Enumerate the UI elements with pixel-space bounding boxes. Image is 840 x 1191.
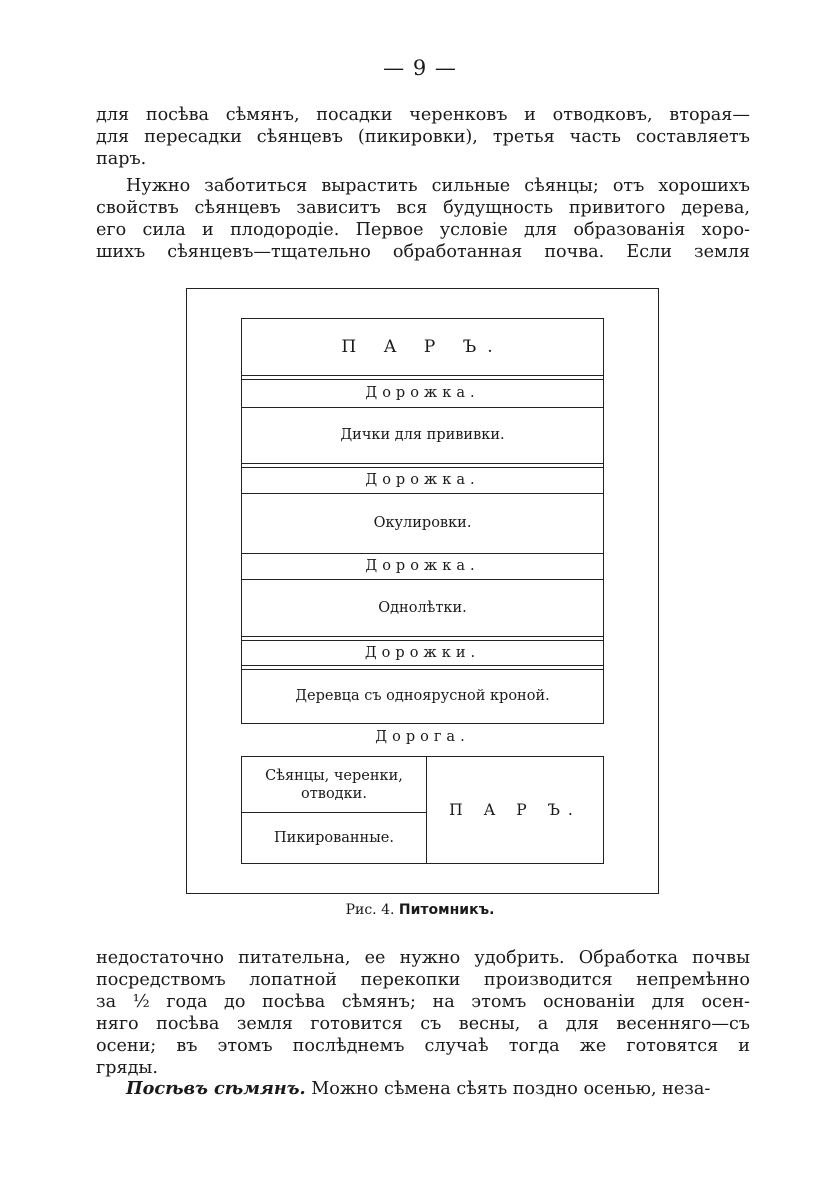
paragraph-3: [96, 947, 750, 1079]
text-line: для пересадки сѣянцевъ (пикировки), третья часть составляетъ: [96, 127, 750, 147]
text-line: осени; въ этомъ послѣднемъ случаѣ тогда же готовятся и: [96, 1036, 750, 1056]
figure-caption: [0, 902, 840, 918]
paragraph-2: [96, 175, 750, 263]
text-line: его сила и плодородіе. Первое условіе для образованія хоро-: [96, 220, 750, 240]
plan-band-path: Дорожка.: [365, 385, 480, 401]
transplanted-cell: Пикированные.: [274, 830, 394, 846]
seedlings-line: Сѣянцы, черенки,: [265, 767, 403, 784]
text-line: посредствомъ лопатной перекопки производится непремѣнно: [96, 970, 750, 990]
seedlings-cell: [242, 757, 426, 812]
caption-prefix: Рис. 4.: [345, 902, 395, 918]
text-line: для посѣва сѣмянъ, посадки черенковъ и отводковъ, вторая—: [96, 105, 750, 125]
text-line: гряды.: [96, 1058, 159, 1078]
plan-band-paths: Дорожки.: [364, 644, 481, 661]
plan-band-fallow: П А Р Ъ.: [341, 337, 504, 357]
section-heading: Посѣвъ сѣмянъ.: [126, 1078, 306, 1099]
paragraph-4: [96, 1078, 750, 1100]
plan-band-wildings: Дички для прививки.: [340, 427, 505, 443]
text-line: за ½ года до посѣва сѣмянъ; на этомъ основаніи для осен-: [96, 992, 750, 1012]
seedlings-line: отводки.: [301, 785, 367, 802]
text-line: Нужно заботиться вырастить сильные сѣянцы; отъ хорошихъ: [126, 176, 750, 196]
plan-road-label: Дорога.: [375, 729, 470, 745]
lower-plan-fallow: П А Р Ъ.: [449, 801, 581, 819]
divider: [242, 375, 603, 376]
divider: [242, 636, 603, 637]
text-line: недостаточно питательна, ее нужно удобрить. Обработка почвы: [96, 948, 750, 968]
lower-plan-left: [242, 757, 427, 863]
text-line: паръ.: [96, 149, 147, 169]
plan-band-path: Дорожка.: [365, 558, 480, 574]
page-number: — 9 —: [383, 56, 457, 80]
text-line: [96, 1078, 750, 1100]
plan-band-young-trees: Деревца съ одноярусной кроной.: [295, 688, 550, 704]
lower-plan: [241, 756, 604, 864]
text-line: няго посѣва земля готовится съ весны, а для весенняго—съ: [96, 1014, 750, 1034]
caption-title: Питомникъ.: [398, 902, 495, 918]
plan-band-budded: Окулировки.: [373, 515, 472, 531]
divider: [242, 463, 603, 464]
text-line: шихъ сѣянцевъ—тщательно обработанная почва. Если земля: [96, 242, 750, 262]
plan-band-path: Дорожка.: [365, 472, 480, 488]
nursery-plan: [241, 318, 604, 724]
text-line: свойствъ сѣянцевъ зависитъ вся будущность привитого дерева,: [96, 198, 750, 218]
plan-band-yearlings: Однолѣтки.: [378, 599, 467, 616]
section-text: Можно сѣмена сѣять поздно осенью, неза-: [305, 1079, 711, 1099]
paragraph-1: [96, 104, 750, 170]
divider: [242, 665, 603, 666]
